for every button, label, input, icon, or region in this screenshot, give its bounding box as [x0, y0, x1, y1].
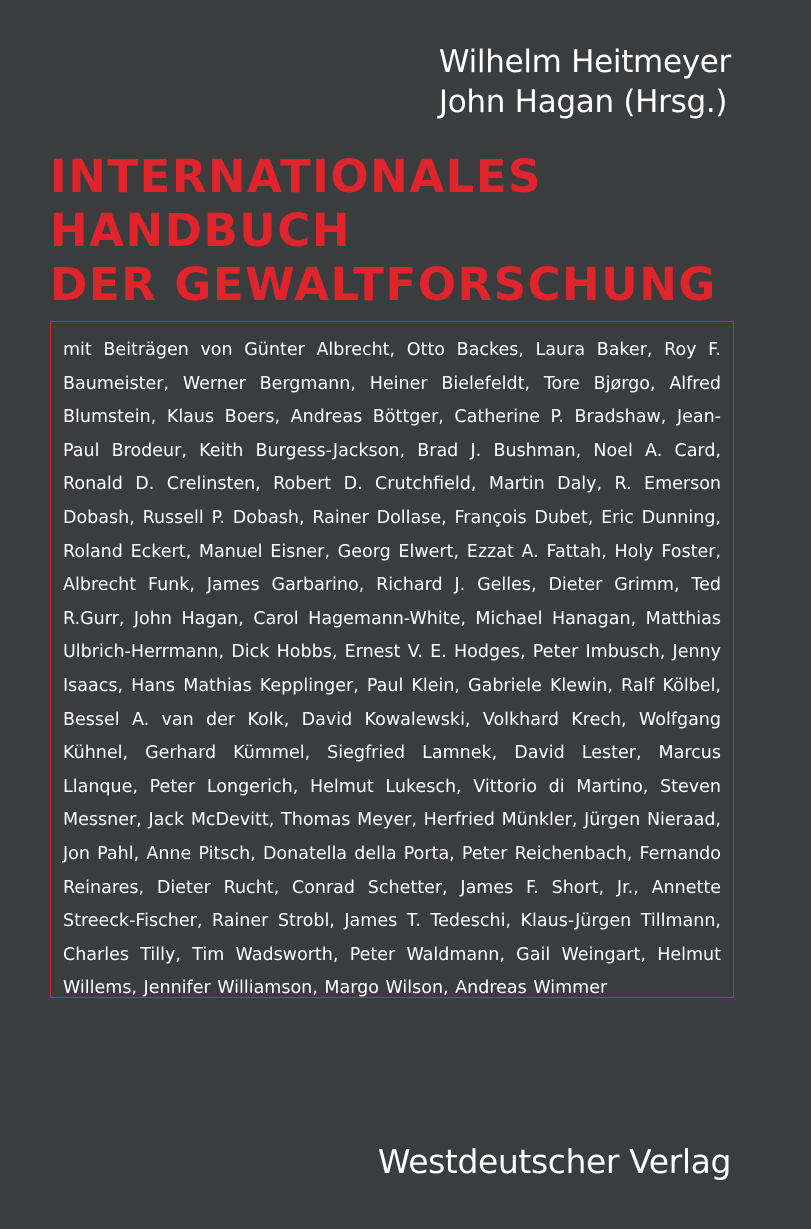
book-title	[50, 150, 717, 312]
editor-name: Wilhelm Heitmeyer	[438, 44, 731, 80]
contributors-box	[50, 321, 734, 998]
title-line: DER GEWALTFORSCHUNG	[50, 258, 717, 311]
publisher-name: Westdeutscher Verlag	[377, 1142, 731, 1181]
contributors-text: mit Beiträgen von Günter Albrecht, Otto Backes, Laura Baker, Roy F. Baumeister, Werner Bergmann, Heiner Bielefeldt, Tore Bjørgo, Alfred Blumstein, Klaus Boers, Andreas Böttger, Catherine P. Bradshaw, Jean-Paul Brodeur, Keith Burgess-Jackson, Brad J. Bushman, Noel A. Card, Ronald D. Crelinsten, Robert D. Crutchfield, Martin Daly, R. Emerson Dobash, Russell P. Dobash, Rainer Dollase, François Dubet, Eric Dunning, Roland Eckert, Manuel Eisner, Georg Elwert, Ezzat A. Fattah, Holy Foster, Albrecht Funk, James Garbarino, Richard J. Gelles, Dieter Grimm, Ted R.Gurr, John Hagan, Carol Hagemann-White, Michael Hanagan, Matthias Ulbrich-Herrmann, Dick Hobbs, Ernest V. E. Hodges, Peter Imbusch, Jenny Isaacs, Hans Mathias Kepplinger, Paul Klein, Gabriele Klewin, Ralf Kölbel, Bessel A. van der Kolk, David Kowalewski, Volkhard Krech, Wolfgang Kühnel, Gerhard Kümmel, Siegfried Lamnek, David Lester, Marcus Llanque, Peter Longerich, Helmut Lukesch, Vittorio di Martino, Steven Messner, Jack McDevitt, Thomas Meyer, Herfried Münkler, Jürgen Nieraad, Jon Pahl, Anne Pitsch, Donatella della Porta, Peter Reichenbach, Fernando Reinares, Dieter Rucht, Conrad Schetter, James F. Short, Jr., Annette Streeck-Fischer, Rainer Strobl, James T. Tedeschi, Klaus-Jürgen Tillmann, Charles Tilly, Tim Wadsworth, Peter Waldmann, Gail Weingart, Helmut Willems, Jennifer Williamson, Margo Wilson, Andreas Wimmer	[63, 340, 721, 999]
title-line: INTERNATIONALES	[50, 150, 542, 203]
editors-block	[439, 42, 731, 122]
title-line: HANDBUCH	[50, 204, 352, 257]
editor-name: John Hagan (Hrsg.)	[438, 84, 728, 120]
